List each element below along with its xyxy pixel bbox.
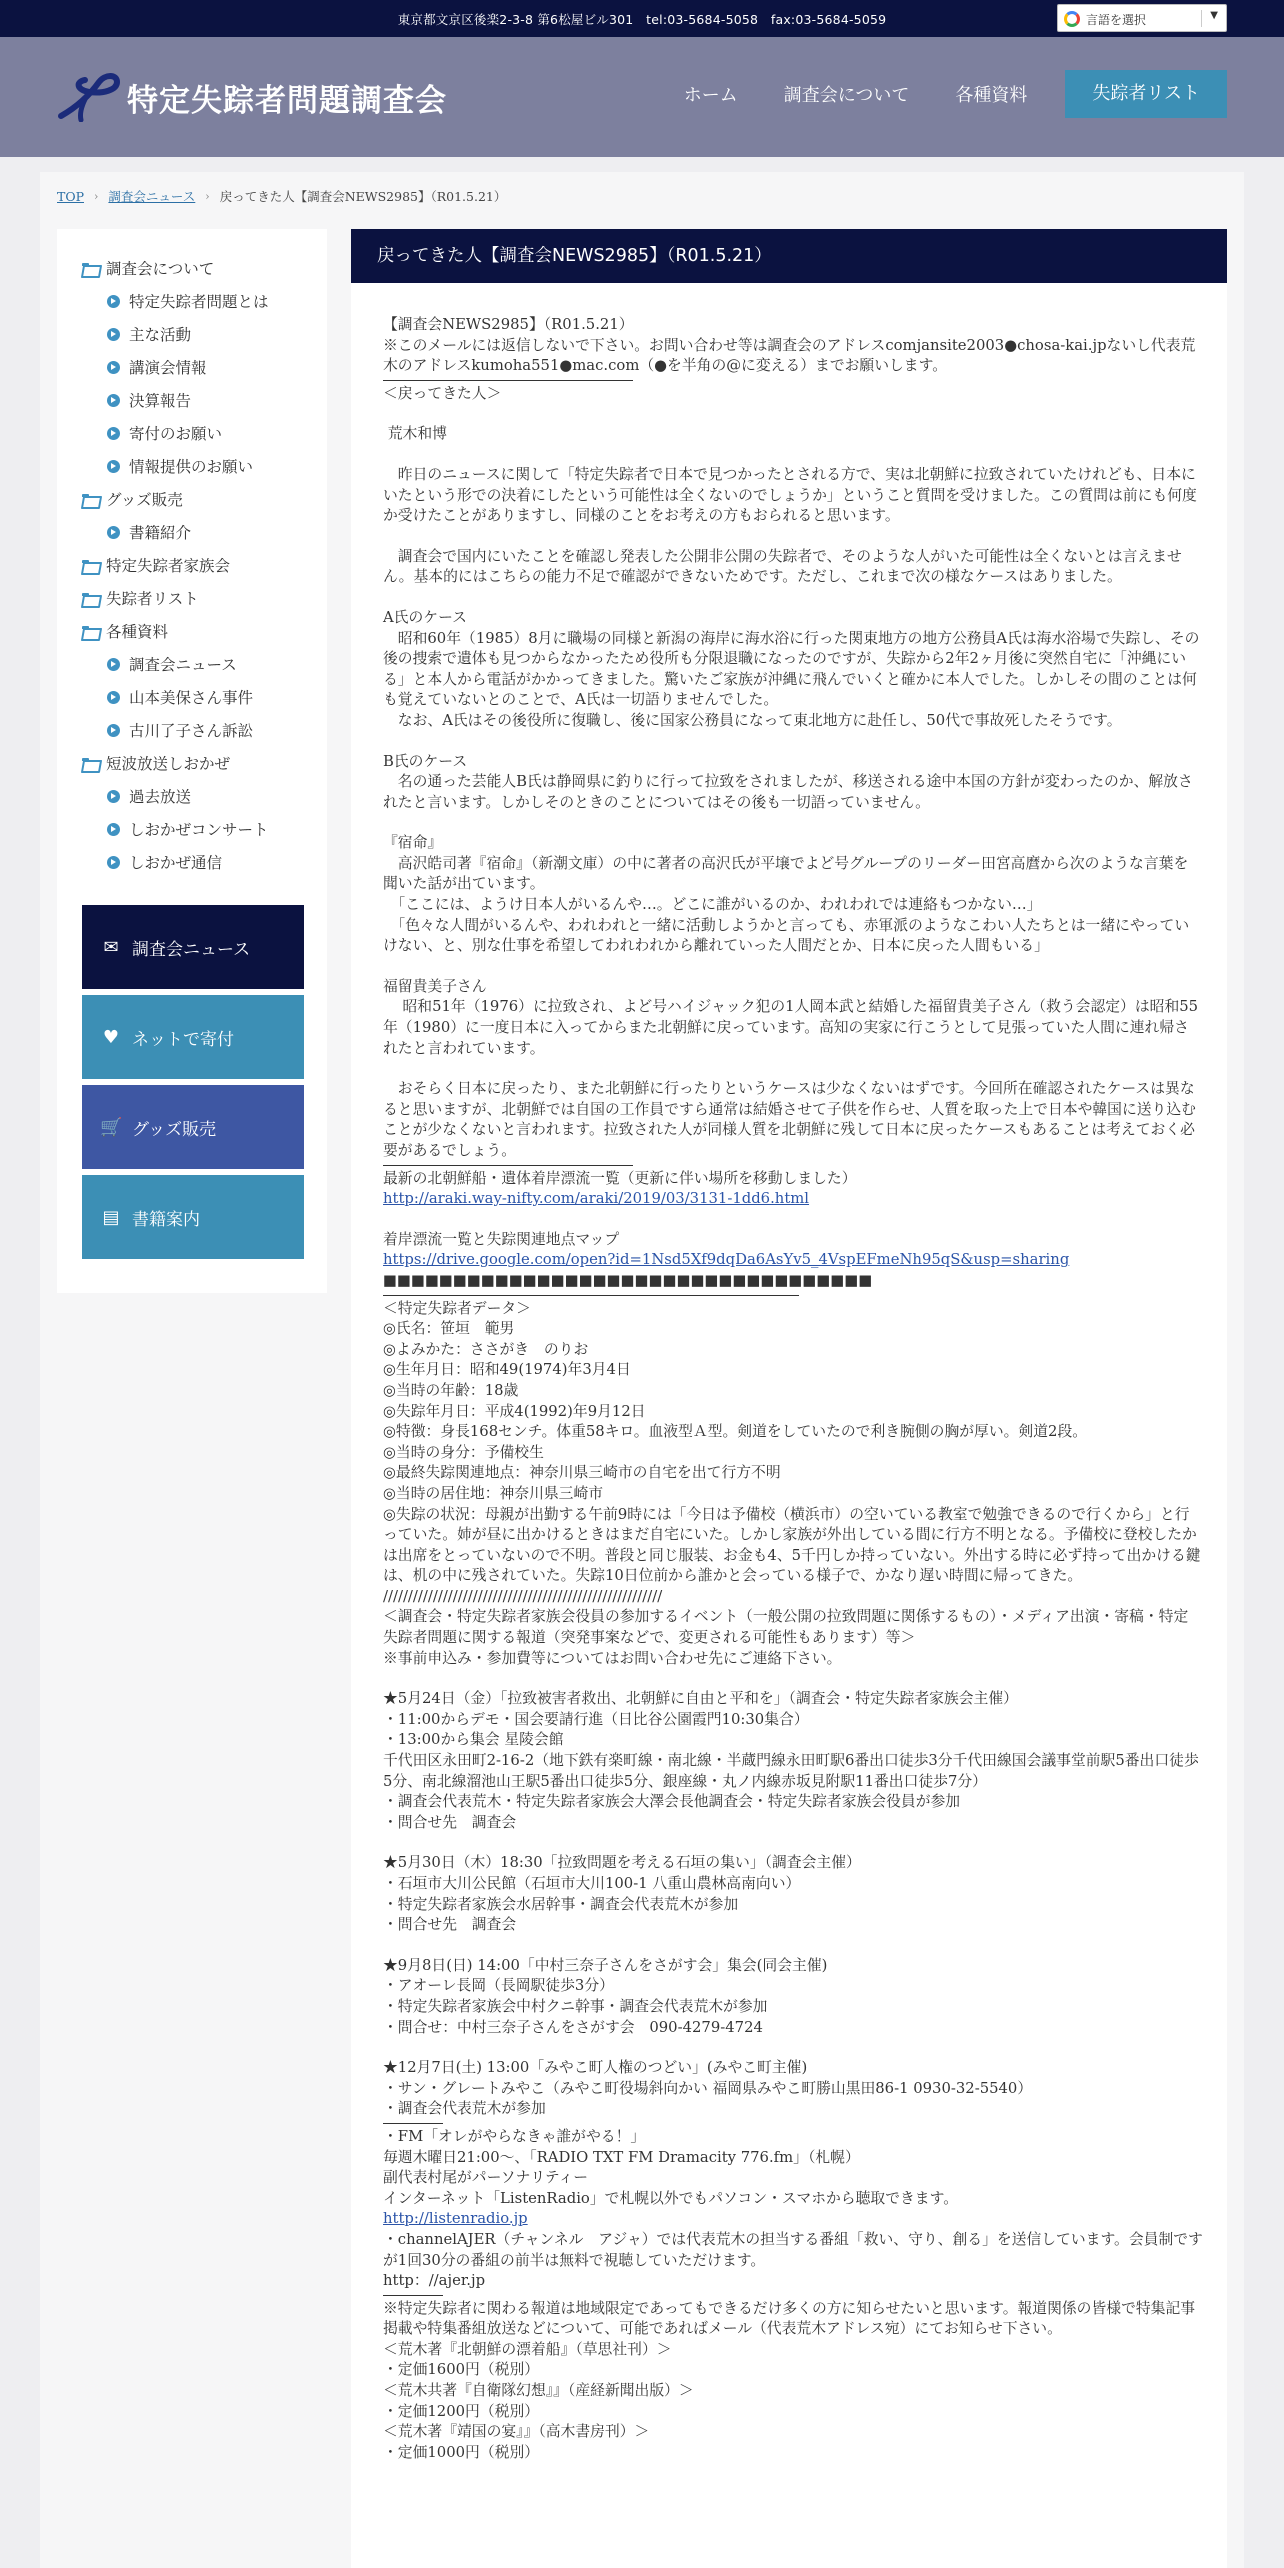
article-line: ※特定失踪者に関わる報道は地域限定であってもできるだけ多くの方に知らせたいと思います。報道関係の皆様で特集記事掲載や特集番組放送などについて、可能であればメール（代表荒木アドレス宛）にてお知らせ下さい。: [383, 2299, 1196, 2338]
nav-about[interactable]: 調査会について: [783, 85, 910, 106]
sidebar-item-label: 決算報告: [129, 392, 192, 410]
sidebar-item-label: 過去放送: [129, 788, 192, 806]
article-title: 戻ってきた人【調査会NEWS2985】（R01.5.21）: [351, 229, 1227, 283]
article-line: ◎氏名：笹垣 範男: [383, 1320, 515, 1338]
article-line: ◎失踪年月日：平成4(1992)年9月12日: [383, 1402, 646, 1420]
envelope-icon: ✉: [103, 936, 119, 958]
arrow-circle-icon: [107, 427, 120, 440]
sidebar-item-label: 調査会ニュース: [129, 656, 237, 674]
sidebar-item[interactable]: [82, 620, 168, 642]
nav-documents[interactable]: 各種資料: [955, 85, 1028, 106]
article-line: ・サン・グレートみやこ（みやこ町役場斜向かい 福岡県みやこ町勝山黒田86-1 0930-32-5540）: [383, 2079, 1033, 2097]
sidebar-item[interactable]: [107, 686, 253, 708]
sidebar-item[interactable]: [107, 356, 207, 378]
sidebar-item-label: 古川了子さん訴訟: [129, 722, 254, 740]
google-icon: [1064, 11, 1080, 27]
article-line: ・channelAJER（チャンネル アジャ）では代表荒木の担当する番組「救い、守り、創る」を送信しています。会員制ですが1回30分の番組の前半は無料で視聴していただけます。: [383, 2230, 1203, 2269]
article-line: ・調査会代表荒木が参加: [383, 2100, 546, 2118]
arrow-circle-icon: [107, 526, 120, 539]
sidebar-item-label: 講演会情報: [129, 359, 207, 377]
sidebar-item-label: しおかぜ通信: [129, 854, 223, 872]
sidebar-item-label: 各種資料: [106, 623, 169, 641]
site-header: [0, 37, 1284, 157]
nav-home[interactable]: ホーム: [683, 85, 738, 106]
sidebar-item-label: 特定失踪者家族会: [106, 557, 231, 575]
article-line: ◎特徴：身長168センチ。体重58キロ。血液型Ａ型。剣道をしていたので利き腕側の胸が厚い。剣道2段。: [383, 1423, 1088, 1441]
article-line: 調査会で国内にいたことを確認し発表した公開非公開の失踪者で、そのような人がいた可能性は全くないとは言えません。基本的にはこちらの能力不足で確認ができないためです。ただし、これまで次の様なケースはありました。: [383, 547, 1182, 586]
sidebar-item[interactable]: [107, 719, 253, 741]
arrow-circle-icon: [107, 823, 120, 836]
article-line: ・特定失踪者家族会中村クニ幹事・調査会代表荒木が参加: [383, 1997, 768, 2015]
dropdown-arrow-icon: ▼: [1210, 10, 1218, 21]
sidebar-item[interactable]: [107, 290, 269, 312]
article-line: ・11:00からデモ・国会要請行進（日比谷公園霞門10:30集合）: [383, 1710, 809, 1728]
language-select[interactable]: [1057, 4, 1227, 32]
sidebar-item-label: グッズ販売: [106, 491, 183, 509]
article-line: ＜特定失踪者データ＞: [383, 1299, 531, 1317]
article-line: ・特定失踪者家族会水居幹事・調査会代表荒木が参加: [383, 1895, 739, 1913]
sidebar-item[interactable]: [82, 257, 214, 279]
article-line: 昭和60年（1985）8月に職場の同様と新潟の海岸に海水浴に行った関東地方の地方公務員A氏は海水浴場で失踪し、その後の捜索で遺体も見つからなかったため役所も分限退職になったのですが、失踪から2年2ヶ月後に突然自宅に「沖縄にいる」と本人から電話がかかってきました。驚いたご家族が沖縄に飛んでいくと確かに本人でした。しかしその間のことは何も覚えていないとのことで、A氏は一切語りませんでした。: [383, 629, 1200, 709]
contact-address: 東京都文京区後楽2-3-8 第6松屋ビル301 tel:03-5684-5058 fax:03-5684-5059: [397, 12, 887, 27]
arrow-circle-icon: [107, 790, 120, 803]
article-line: 福留貴美子さん: [383, 977, 487, 995]
article-line: ・アオーレ長岡（長岡駅徒歩3分）: [383, 1977, 614, 1995]
article-line: 【調査会NEWS2985】（R01.5.21）: [383, 316, 634, 333]
divider: [383, 2295, 443, 2296]
article-link[interactable]: https://drive.google.com/open?id=1Nsd5Xf9dqDa6AsYv5_4VspEFmeNh95qS&usp=sharing: [383, 1251, 1070, 1269]
sidebar-item[interactable]: [107, 422, 222, 444]
sidebar-item[interactable]: [82, 554, 230, 576]
arrow-circle-icon: [107, 658, 120, 671]
article-line: おそらく日本に戻ったり、また北朝鮮に行ったりというケースは少なくないはずです。今回所在確認されたケースは異なると思いますが、北朝鮮では自国の工作員ですら通常は結婚させて子供を作らせ、人質を取った上で日本や韓国に送り込むことが少なくないと言われます。拉致された人が同様人質を北朝鮮に残して日本に戻ったケースもあることは考えておく必要があるでしょう。: [383, 1080, 1196, 1159]
sidebar-item-label: 短波放送しおかぜ: [106, 755, 231, 773]
article-line: ★5月24日（金）「拉致被害者救出、北朝鮮に自由と平和を」（調査会・特定失踪者家族会主催）: [383, 1690, 1018, 1708]
divider: [383, 1165, 633, 1166]
article-line: ・定価1200円（税別）: [383, 2402, 540, 2420]
article-line: ◎当時の居住地：神奈川県三崎市: [383, 1484, 604, 1502]
folder-open-icon: [82, 494, 97, 505]
sidebar-button[interactable]: [82, 995, 304, 1079]
sidebar-item-label: 失踪者リスト: [106, 590, 199, 608]
sidebar-button[interactable]: [82, 1085, 304, 1169]
sidebar-item-label: 山本美保さん事件: [129, 689, 254, 707]
article-line: ・問合せ先 調査会: [383, 1916, 517, 1934]
sidebar-button[interactable]: [82, 905, 304, 989]
breadcrumb-current: 戻ってきた人【調査会NEWS2985】（R01.5.21）: [219, 189, 507, 204]
arrow-circle-icon: [107, 691, 120, 704]
divider: [383, 1295, 799, 1296]
article-line: ◎失踪の状況：母親が出勤する午前9時には「今日は予備校（横浜市）の空いている教室で勉強できるので行くから」と行っていた。姉が昼に出かけるときはまだ自宅にいた。しかし家族が外出している間に行方不明となる。予備校に登校したかは出席をとっていないので不明。普段と同じ服装、お金も4、5千円しか持っていない。外出する時に必ず持って出かける鍵は、机の中に残されていた。失踪10日位前から誰かと会っている様子で、かなり遅い時間に帰ってきた。: [383, 1505, 1201, 1585]
article-line: ・定価1000円（税別）: [383, 2443, 540, 2461]
folder-open-icon: [82, 593, 97, 604]
article-line: 着岸漂流一覧と失踪関連地点マップ: [383, 1230, 620, 1248]
site-logo[interactable]: [55, 72, 447, 122]
article-line: ・調査会代表荒木・特定失踪者家族会大澤会長他調査会・特定失踪者家族会役員が参加: [383, 1793, 961, 1811]
arrow-circle-icon: [107, 328, 120, 341]
article-line: ※このメールには返信しないで下さい。お問い合わせ等は調査会のアドレスcomjansite2003●chosa-kai.jpないし代表荒木のアドレスkumoha551●mac.com（●を半角の@に変える）までお願いします。: [383, 336, 1196, 375]
sidebar-item-label: 調査会について: [106, 260, 215, 278]
heart-icon: ♥: [102, 1026, 120, 1048]
language-select-label: 言語を選択: [1086, 13, 1147, 27]
folder-open-icon: [82, 626, 97, 637]
divider: [383, 2123, 443, 2124]
article-line: ※事前申込み・参加費等についてはお問い合わせ先にご連絡下さい。: [383, 1649, 842, 1667]
article-line: ・問合せ：中村三奈子さんをさがす会 090-4279-4724: [383, 2018, 763, 2036]
article-line: 荒木和博: [383, 425, 447, 443]
article-line: ////////////////////////////////////////////////////////: [383, 1587, 663, 1605]
article-line: ◎生年月日：昭和49(1974)年3月4日: [383, 1361, 631, 1379]
article-line: 昨日のニュースに関して「特定失踪者で日本で見つかったとされる方で、実は北朝鮮に拉致されていたけれども、日本にいたという形での決着にしたという可能性は全くないのでしょうか」ということ質問を受けました。この質問は前にも何度か受けたことがありますし、同様のことをお考えの方もおられると思います。: [383, 465, 1197, 525]
sidebar-button-label: ネットで寄付: [132, 1029, 234, 1050]
article-line: 「ここには、ようけ日本人がいるんや…。どこに誰がいるのか、われわれでは連絡もつかない…」: [383, 896, 1042, 914]
sidebar-button[interactable]: [82, 1175, 304, 1259]
article-line: ★9月8日(日) 14:00「中村三奈子さんをさがす会」集会(同会主催): [383, 1956, 828, 1974]
sidebar-button-label: グッズ販売: [132, 1119, 217, 1140]
article-line: ・定価1600円（税別）: [383, 2361, 540, 2379]
sidebar-item[interactable]: [107, 653, 237, 675]
article-line: ★5月30日（木）18:30「拉致問題を考える石垣の集い」（調査会主催）: [383, 1854, 861, 1872]
sidebar-item[interactable]: [107, 818, 269, 840]
article-line: ・FM「オレがやらなきゃ誰がやる！」: [383, 2127, 646, 2145]
article-link[interactable]: http://araki.way-nifty.com/araki/2019/03/3131-1dd6.html: [383, 1190, 810, 1208]
page-content: [40, 172, 1244, 2568]
article-line: ＜荒木著『靖国の宴』』（高木書房刊）＞: [383, 2423, 650, 2441]
article-line: 高沢皓司著『宿命』（新潮文庫）の中に著者の高沢氏が平壌でよど号グループのリーダー田宮高麿から次のような言葉を聞いた話が出ています。: [383, 854, 1189, 893]
article-line: 毎週木曜日21:00～、「RADIO TXT FM Dramacity 776.fm」（札幌）: [383, 2148, 860, 2166]
book-icon: ▤: [102, 1206, 120, 1228]
article-line: なお、A氏はその後役所に復職し、後に国家公務員になって東北地方に赴任し、50代で事故死したそうです。: [383, 711, 1122, 729]
sidebar-item[interactable]: [107, 389, 191, 411]
article-line: ＜荒木著『北朝鮮の漂着船』（草思社刊）＞: [383, 2340, 672, 2358]
arrow-circle-icon: [107, 394, 120, 407]
arrow-circle-icon: [107, 460, 120, 473]
article-line: ・石垣市大川公民館（石垣市大川100-1 八重山農林高南向い）: [383, 1875, 801, 1892]
ribbon-logo-icon: [55, 72, 127, 122]
sidebar-item-label: 情報提供のお願い: [129, 458, 254, 476]
chevron-right-icon: ›: [205, 189, 210, 203]
sidebar-item-label: しおかぜコンサート: [129, 821, 269, 839]
article-line: 『宿命』: [383, 834, 443, 852]
article-line: ＜戻ってきた人＞: [383, 384, 502, 402]
article-line: ＜荒木共著『自衛隊幻想』』（産経新聞出版）＞: [383, 2382, 694, 2400]
folder-open-icon: [82, 560, 97, 571]
sidebar-button-label: 書籍案内: [132, 1209, 200, 1230]
article-line: ■■■■■■■■■■■■■■■■■■■■■■■■■■■■■■■■■■■: [383, 1271, 873, 1289]
breadcrumb: [57, 187, 506, 205]
chevron-right-icon: ›: [94, 189, 99, 203]
top-bar: [0, 0, 1284, 37]
article-line: ・13:00から集会 星陵会館: [383, 1731, 564, 1749]
sidebar-item[interactable]: [82, 587, 199, 609]
article-line: ・問合せ先 調査会: [383, 1813, 517, 1831]
sidebar-item-label: 特定失踪者問題とは: [129, 293, 269, 311]
article-line: ★12月7日(土) 13:00「みやこ町人権のつどい」(みやこ町主催): [383, 2059, 808, 2077]
arrow-circle-icon: [107, 361, 120, 374]
sidebar-item[interactable]: [107, 851, 222, 873]
arrow-circle-icon: [107, 295, 120, 308]
site-title: 特定失踪者問題調査会: [127, 82, 447, 119]
article-line: 昭和51年（1976）に拉致され、よど号ハイジャック犯の1人岡本武と結婚した福留貴美子さん（救う会認定）は昭和55年（1980）に一度日本に入ってからまた北朝鮮に戻っています。高知の実家に行こうとして見張っていた人間に連れ帰されたと言われています。: [383, 998, 1199, 1057]
breadcrumb-top[interactable]: TOP: [57, 188, 84, 204]
main-nav: [638, 70, 1227, 118]
article-line: ◎当時の身分：予備校生: [383, 1443, 544, 1461]
nav-missing-list-button[interactable]: 失踪者リスト: [1065, 70, 1227, 118]
sidebar-item-label: 寄付のお願い: [129, 425, 223, 443]
article-line: 最新の北朝鮮船・遺体着岸漂流一覧（更新に伴い場所を移動しました）: [383, 1169, 857, 1187]
article-line: http：//ajer.jp: [383, 2272, 486, 2290]
sidebar-button-label: 調査会ニュース: [132, 939, 251, 960]
arrow-circle-icon: [107, 856, 120, 869]
sidebar-item[interactable]: [107, 785, 191, 807]
article-line: 名の通った芸能人B氏は静岡県に釣りに行って拉致をされましたが、移送される途中本国の方針が変わったのか、解放されたと言います。しかしそのときのことについてはその後も一切語っていません。: [383, 773, 1193, 811]
article-line: 千代田区永田町2-16-2（地下鉄有楽町線・南北線・半蔵門線永田町駅6番出口徒歩3分千代田線国会議事堂前駅5番出口徒歩5分、南北線溜池山王駅5番出口徒歩5分、銀座線・丸ノ内線赤坂見附駅11番出口徒歩7分）: [383, 1752, 1199, 1790]
article: [351, 229, 1227, 2568]
article-line: ◎当時の年齢：18歳: [383, 1381, 519, 1399]
folder-open-icon: [82, 758, 97, 769]
article-line: 副代表村尾がパーソナリティー: [383, 2169, 589, 2187]
article-line: ＜調査会・特定失踪者家族会役員の参加するイベント（一般公開の拉致問題に関係するもの）・メディア出演・寄稿・特定失踪者問題に関する報道（突発事案などで、変更される可能性もあります）等＞: [383, 1608, 1189, 1647]
article-line: ◎よみかた：ささがき のりお: [383, 1340, 589, 1358]
sidebar-item[interactable]: [82, 752, 230, 774]
article-line: ◎最終失踪関連地点：神奈川県三崎市の自宅を出て行方不明: [383, 1464, 781, 1482]
breadcrumb-news[interactable]: 調査会ニュース: [108, 189, 196, 204]
article-line: 「色々な人間がいるんや、われわれと一緒に活動しようかと言っても、赤軍派のようなこわい人たちとは一緒にやっていけない、と、別な仕事を希望してわれわれから離れていった人間だとか、日本に戻った人間もいる」: [383, 916, 1190, 955]
sidebar-item[interactable]: [82, 488, 183, 510]
arrow-circle-icon: [107, 724, 120, 737]
folder-open-icon: [82, 263, 97, 274]
sidebar-item-label: 書籍紹介: [129, 524, 192, 542]
cart-icon: 🛒: [100, 1116, 123, 1138]
article-line: インターネット「ListenRadio」で札幌以外でもパソコン・スマホから聴取できます。: [383, 2189, 958, 2207]
sidebar: [57, 229, 327, 1293]
article-body: [383, 315, 1203, 2463]
sidebar-item-label: 主な活動: [129, 326, 192, 344]
sidebar-item[interactable]: [107, 455, 253, 477]
article-link[interactable]: http://listenradio.jp: [383, 2210, 528, 2228]
article-line: A氏のケース: [383, 608, 467, 626]
sidebar-item[interactable]: [107, 521, 191, 543]
divider: [383, 380, 633, 381]
article-line: B氏のケース: [383, 752, 468, 770]
sidebar-item[interactable]: [107, 323, 191, 345]
